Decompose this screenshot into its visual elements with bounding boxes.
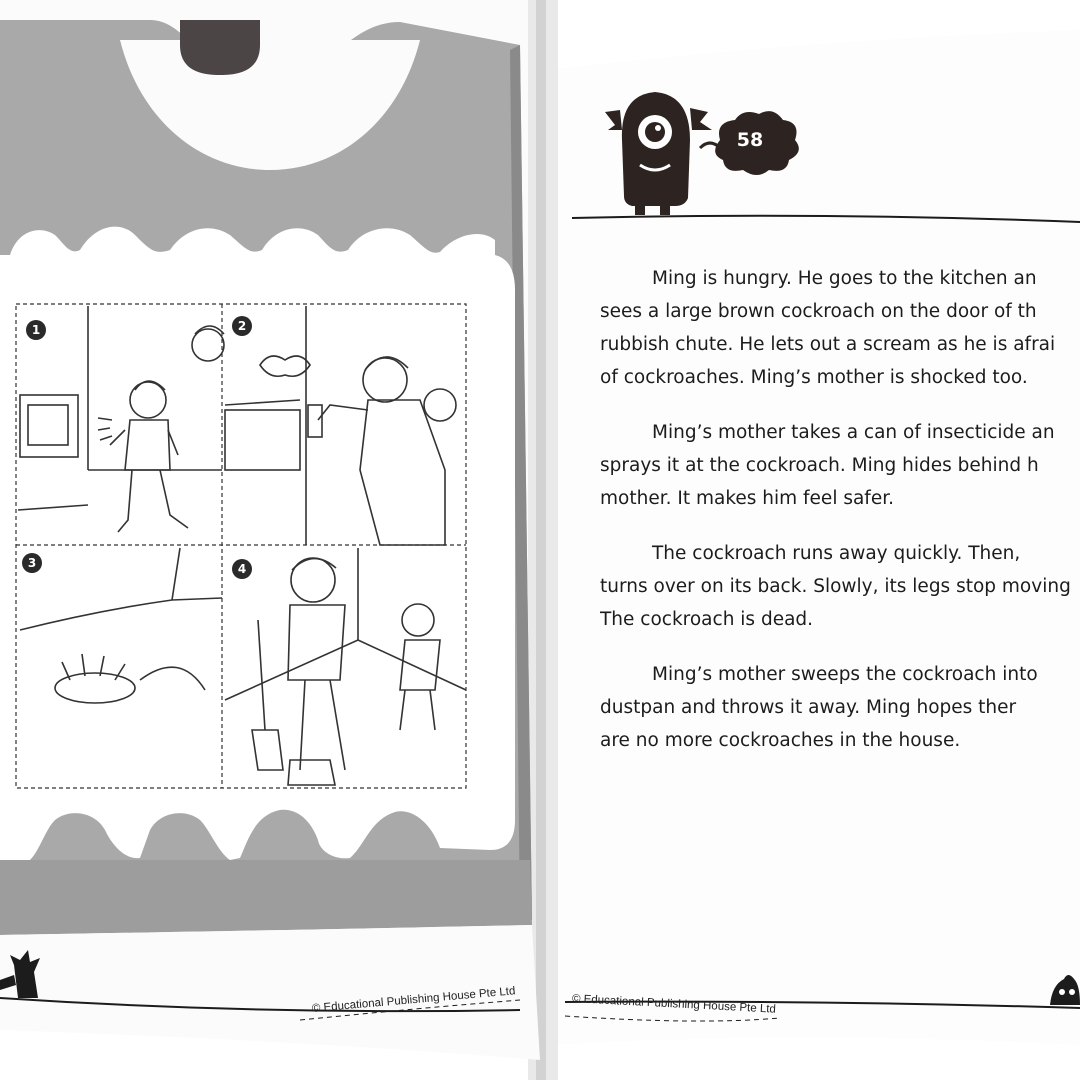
page-number: 58 xyxy=(736,129,764,151)
paragraph-line: are no more cockroaches in the house. xyxy=(600,730,961,751)
panel-number-1: 1 xyxy=(26,320,46,340)
copyright-left: © Educational Publishing House Pte Ltd xyxy=(311,985,516,1015)
panel-number-4: 4 xyxy=(232,559,252,579)
paragraph-line: rubbish chute. He lets out a scream as he is afrai xyxy=(600,334,1056,355)
paragraph-line: of cockroaches. Ming’s mother is shocked too. xyxy=(600,367,1028,388)
paragraph-line: Ming’s mother sweeps the cockroach into xyxy=(652,664,1038,685)
paragraph-line: dustpan and throws it away. Ming hopes ther xyxy=(600,697,1017,718)
paragraph-line: sprays it at the cockroach. Ming hides behind h xyxy=(600,455,1039,476)
paragraph-line: mother. It makes him feel safer. xyxy=(600,488,894,509)
creature-silhouette-icon xyxy=(0,950,40,998)
paragraph-line: Ming is hungry. He goes to the kitchen an xyxy=(652,268,1037,289)
panel-number-2: 2 xyxy=(232,316,252,336)
copyright-right: © Educational Publishing House Pte Ltd xyxy=(571,993,777,1016)
paragraph-line: turns over on its back. Slowly, its legs stop moving xyxy=(600,576,1071,597)
paragraph-line: The cockroach runs away quickly. Then, xyxy=(652,543,1021,564)
paragraph-line: sees a large brown cockroach on the door of th xyxy=(600,301,1037,322)
paragraph-line: The cockroach is dead. xyxy=(600,609,814,630)
panel-number-3: 3 xyxy=(22,553,42,573)
small-creature-icon xyxy=(1050,975,1080,1005)
paragraph-line: Ming’s mother takes a can of insecticide an xyxy=(652,422,1055,443)
